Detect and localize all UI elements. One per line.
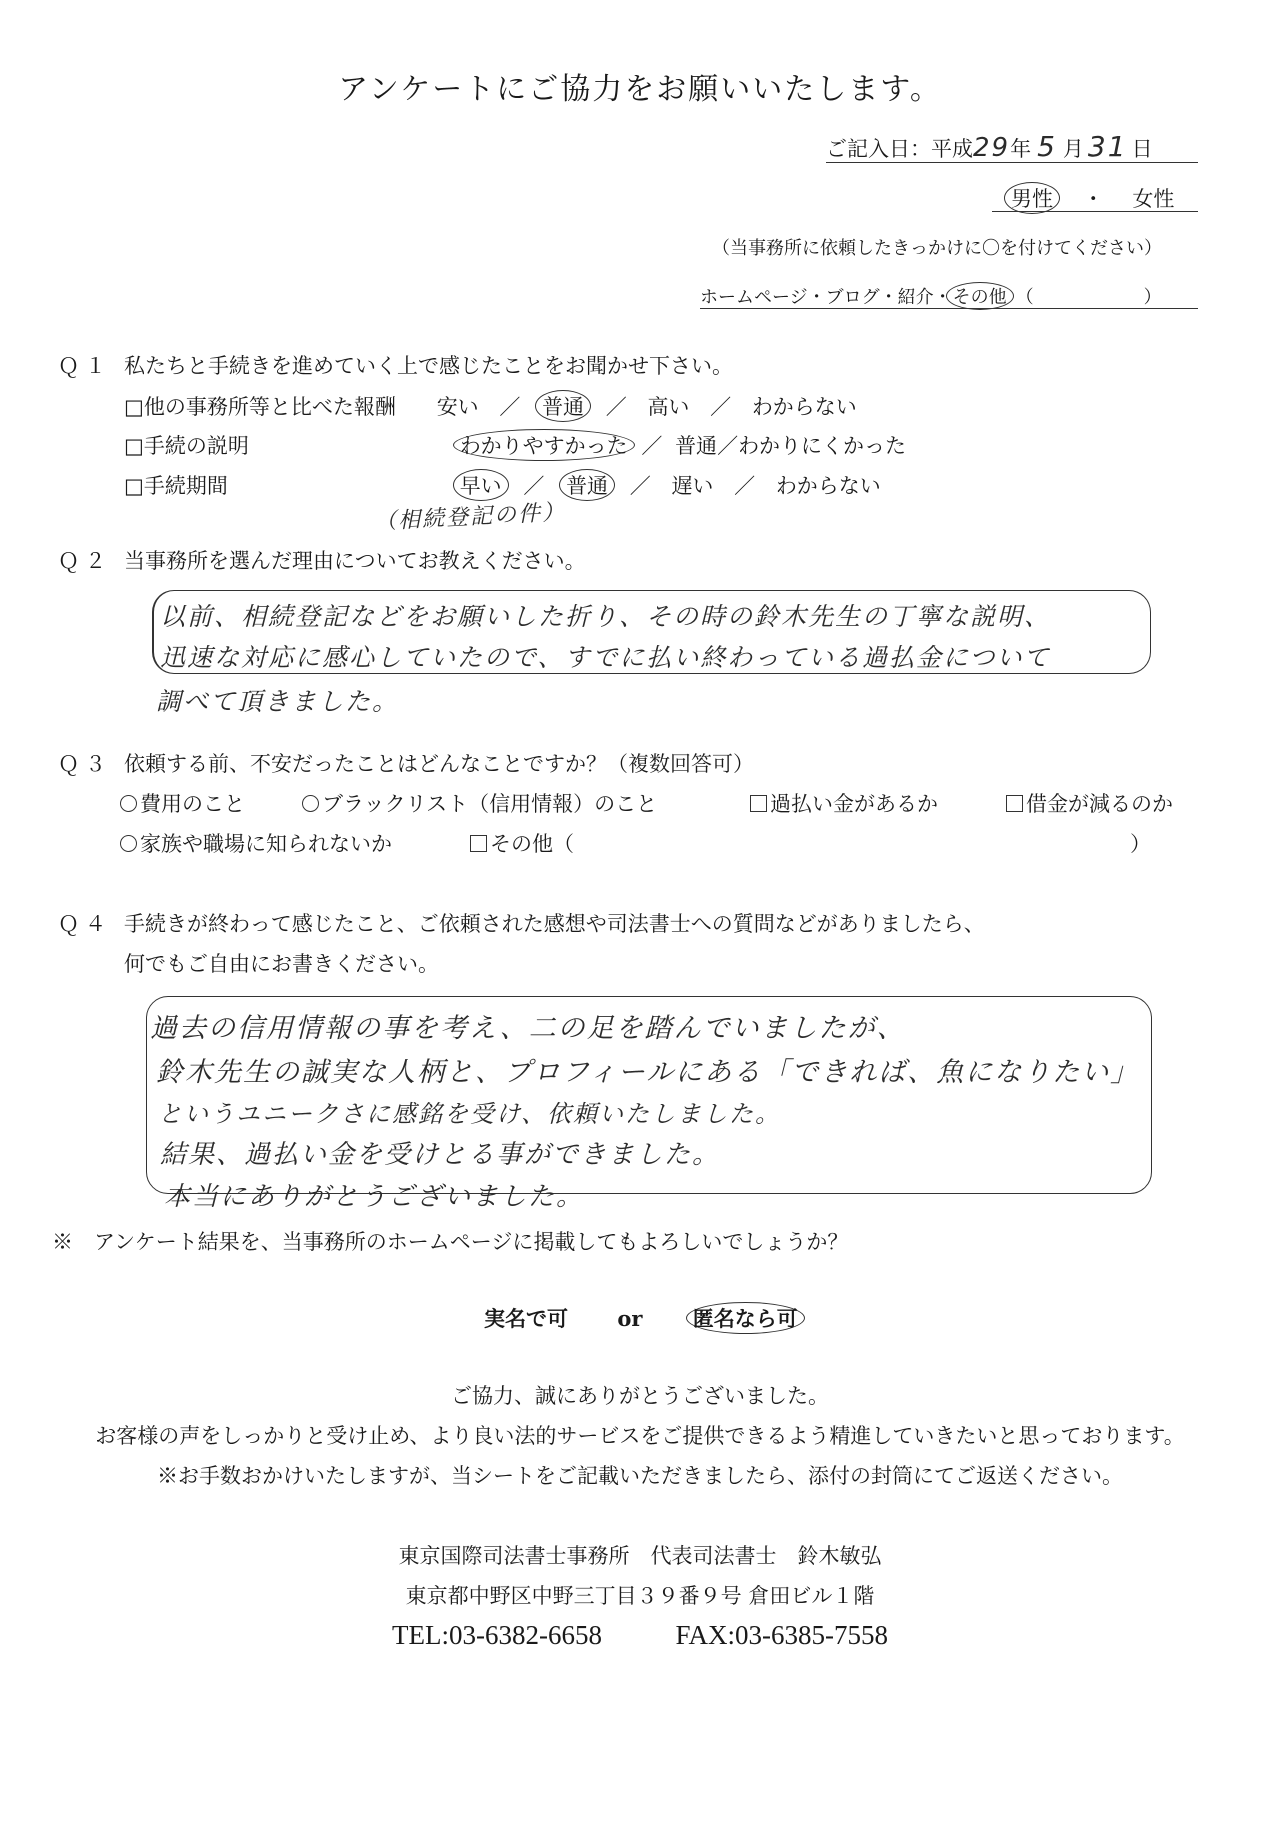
q1-question: 私たちと手続きを進めていく上で感じたことをお聞かせ下さい。 [124, 354, 733, 378]
q3-option-cost [120, 788, 245, 818]
q3-option-other [470, 828, 1151, 858]
q4-answer-line: 過去の信用情報の事を考え、二の足を踏んでいましたが、 [150, 1013, 906, 1044]
publish-anonymous-selected: 匿名なら可 [686, 1302, 805, 1334]
q3-option-label: 費用のこと [140, 792, 245, 816]
gender-underline [992, 211, 1198, 212]
q1-option-selected: わかりやすかった [453, 429, 635, 461]
q4-answer-line: 鈴木先生の誠実な人柄と、プロフィールにある「できれば、魚になりたい」 [156, 1057, 1140, 1088]
date-month-unit: 月 [1062, 137, 1084, 161]
trigger-options [700, 282, 1162, 310]
q3-option-overpayment [750, 788, 938, 818]
q1-row-explanation [124, 429, 906, 461]
q1-option-selected: 早い [453, 469, 509, 501]
q1-row-label: □他の事務所等と比べた報酬 [124, 395, 396, 419]
publish-question: ※ アンケート結果を、当事務所のホームページに掲載してもよろしいでしょうか？ [52, 1230, 849, 1254]
publish-or: or [617, 1306, 643, 1331]
checkbox-checked-icon [120, 835, 137, 852]
q4-answer-line: 結果、過払い金を受けとる事ができました。 [160, 1140, 721, 1170]
q3-option-blacklist [302, 788, 657, 818]
gender-separator: ・ [1082, 187, 1104, 211]
q2-answer-line: 以前、相続登記などをお願いした折り、その時の鈴木先生の丁寧な説明、 [160, 602, 1052, 631]
gender-male-selected: 男性 [1004, 182, 1060, 214]
q3-label: Ｑ３ [58, 752, 112, 776]
q1-sep: ／ [523, 474, 545, 498]
q1-option: わかりにくかった [738, 434, 907, 458]
publish-real-name: 実名で可 [484, 1306, 568, 1331]
checkbox-checked-icon [120, 795, 137, 812]
closing-thanks: ご協力、誠にありがとうございました。 [451, 1384, 829, 1408]
q1-label: Ｑ１ [58, 354, 112, 378]
checkbox-icon [1006, 795, 1023, 812]
q1-sep: ／ [641, 434, 663, 458]
q3-option-label: その他（ [490, 832, 574, 856]
q1-handwritten-note: （相続登記の件） [373, 499, 567, 536]
q2-label: Ｑ２ [58, 549, 112, 573]
date-day: 31 [1087, 130, 1128, 163]
q4-answer-line: 本当にありがとうございました。 [164, 1182, 585, 1212]
date-label: ご記入日：平成 [826, 137, 973, 161]
q3-other-close: ） [1130, 832, 1151, 856]
q3-option-label: 過払い金があるか [770, 792, 938, 816]
q1-sep: ／ [710, 395, 732, 419]
q1-option: わからない [751, 395, 857, 419]
q1-option-selected: 普通 [535, 390, 591, 422]
date-underline [826, 162, 1198, 163]
entry-date [826, 130, 1153, 163]
trigger-paren-open: （ [1015, 287, 1034, 308]
q2-answer-line: 調べて頂きました。 [156, 687, 400, 716]
q1-sep: ／ [499, 395, 521, 419]
office-tel: TEL:03-6382-6658 [392, 1620, 602, 1650]
checkbox-icon [750, 795, 767, 812]
closing-return-note: ※お手数おかけいたしますが、当シートをご記載いただきましたら、添付の封筒にてご返送ください。 [157, 1464, 1123, 1488]
office-contact [0, 1620, 1280, 1651]
gender-female: 女性 [1132, 187, 1175, 211]
checkbox-checked-icon [302, 795, 319, 812]
office-address: 東京都中野区中野三丁目３９番９号 倉田ビル１階 [405, 1584, 875, 1608]
q1-sep: ／ [605, 395, 627, 419]
date-year-unit: 年 [1010, 137, 1032, 161]
page-title: アンケートにご協力をお願いいたします。 [338, 72, 942, 107]
q1-option: 高い [647, 395, 690, 419]
q4-answer-line: というユニークさに感銘を受け、依頼いたしました。 [158, 1100, 782, 1128]
q1-row-label: □手続期間 [124, 474, 228, 498]
q4-question-line2: 何でもご自由にお書きください。 [124, 952, 439, 976]
q1-option: 安い [436, 395, 479, 419]
q1-option-selected: 普通 [559, 469, 615, 501]
q3-option-label: ブラックリスト（信用情報）のこと [322, 792, 658, 816]
trigger-paren-close: ） [1143, 287, 1162, 308]
q1-option: わからない [775, 474, 881, 498]
q1-row-period [124, 469, 881, 501]
q1-option: 普通 [675, 434, 718, 458]
q1-option: 遅い [671, 474, 714, 498]
office-name: 東京国際司法書士事務所 代表司法書士 鈴木敏弘 [398, 1544, 882, 1568]
closing-message: お客様の声をしっかりと受け止め、より良い法的サービスをご提供できるよう精進していきたいと思っております。 [95, 1424, 1185, 1448]
q1-sep: ／ [734, 474, 756, 498]
q1-sep: ／ [629, 474, 651, 498]
trigger-other-selected: その他 [946, 282, 1014, 310]
trigger-note: （当事務所に依頼したきっかけに〇を付けてください） [712, 238, 1162, 259]
q2-answer-line: 迅速な対応に感心していたので、すでに払い終わっている過払金について [160, 643, 1051, 672]
trigger-underline [700, 308, 1198, 309]
q1-sep: ／ [717, 434, 739, 458]
q1-row-label: □手続の説明 [124, 434, 249, 458]
q2-question: 当事務所を選んだ理由についてお教えください。 [124, 549, 586, 573]
q3-option-label: 借金が減るのか [1026, 792, 1173, 816]
publish-options [484, 1302, 799, 1334]
checkbox-icon [470, 835, 487, 852]
date-month: 5 [1037, 130, 1057, 163]
q3-option-family [120, 828, 392, 858]
date-year: 29 [973, 133, 1011, 163]
office-fax: FAX:03-6385-7558 [675, 1620, 888, 1650]
q4-label: Ｑ４ [58, 912, 112, 936]
q1-row-fee [124, 390, 857, 422]
q3-option-label: 家族や職場に知られないか [140, 832, 392, 856]
q4-question-line1: 手続きが終わって感じたこと、ご依頼された感想や司法書士への質問などがありましたら、 [124, 912, 985, 936]
gender-select [1010, 182, 1174, 214]
trigger-option-list: ホームページ・ブログ・紹介・ [700, 287, 952, 308]
q3-question: 依頼する前、不安だったことはどんなことですか？（複数回答可） [124, 752, 754, 776]
date-day-unit: 日 [1131, 137, 1153, 161]
q3-option-debt [1006, 788, 1173, 818]
